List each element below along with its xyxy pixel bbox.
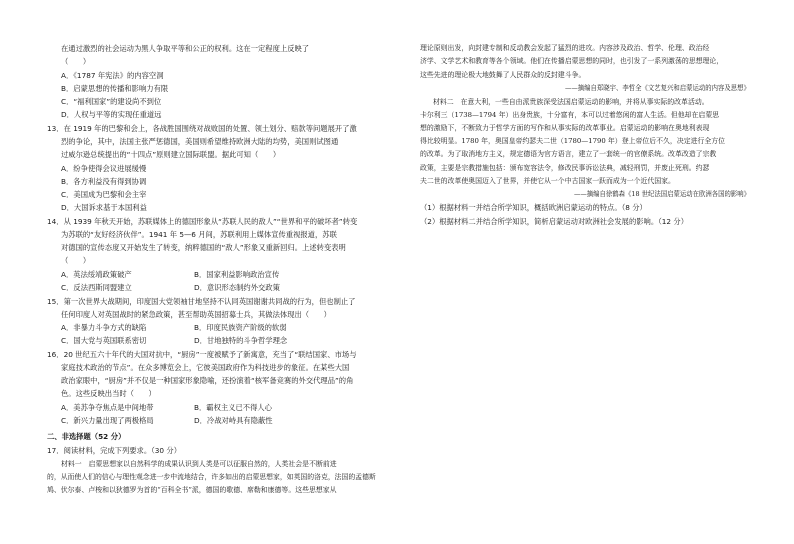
text-line: 13．在 1919 年的巴黎和会上，各战胜国围绕对战败国的处置、领土划分、赔款等问题展开了激 bbox=[47, 124, 357, 133]
section-title: 二、非选择题（52 分） bbox=[47, 432, 126, 441]
text-line: A．《1787 年宪法》的内容空洞 bbox=[61, 71, 164, 80]
text-line: 过威尔逊总统提出的“十四点”原则建立国际联盟。据此可知（ ） bbox=[61, 150, 281, 159]
text-line: B．国家利益影响政治宣传 bbox=[194, 270, 280, 279]
text-line: 想的激励下，不断致力于哲学方面的写作和从事实际的改革事业。启蒙运动的影响在奥地利表现 bbox=[420, 124, 710, 132]
text-line: 夫二世的改革使奥国迈入了世界，并使它从一个中古国家一跃而成为一个近代国家。 bbox=[420, 177, 675, 185]
text-line: 鸠、伏尔泰、卢梭和以狄德罗为首的“百科全书”派，德国的歌德、席勒和康德等。这些思想家从 bbox=[47, 486, 337, 494]
text-line: 任何印度人对英国战时的紧急政策，甚至帮助英国招募士兵，其做法体现出（ ） bbox=[61, 310, 331, 319]
text-line: 17．阅读材料，完成下列要求。（30 分） bbox=[47, 446, 181, 455]
text-line: 得比较明显。1780 年，奥国皇帝约瑟夫二世（1780—1790 年）登上帝位后不久，决定进行全方位 bbox=[420, 137, 726, 145]
text-line: C．国大党与英国联系密切 bbox=[61, 336, 147, 345]
text-line: D．甘地独特的斗争哲学理念 bbox=[194, 336, 288, 345]
text-line: 15．第一次世界大战期间，印度国大党领袖甘地坚持不认同英国谢谢共同战的行为，但也制止了 bbox=[47, 297, 356, 306]
text-line: （ ） bbox=[61, 256, 91, 265]
text-line: 在通过激烈的社会运动为黑人争取平等和公正的权利。这在一定程度上反映了 bbox=[61, 44, 310, 53]
text-line: 的改革。为了取消地方主义，规定德语为官方语言，建立了一套统一的官僚系统。改革改造了宗教 bbox=[420, 150, 717, 158]
text-line: 家庭技术政治的节点”。在众多博览会上，它彼美国政府作为科技进步的象征。在某些大国 bbox=[61, 363, 350, 372]
text-line: ——摘编自郑晓宇、李哲全《文艺复兴和启蒙运动的内容及思想》 bbox=[565, 84, 750, 92]
text-line: C．“福利国家”的建设尚不到位 bbox=[61, 97, 162, 106]
text-line: D．大国诉求基于本国利益 bbox=[61, 203, 147, 212]
text-line: D．冷战对峙具有隐蔽性 bbox=[194, 416, 273, 425]
text-line: B．各方利益没有得到协调 bbox=[61, 177, 147, 186]
text-line: D．意识形态制约外交政策 bbox=[194, 283, 280, 292]
text-line: ——摘编自徐鹤森《18 世纪法国启蒙运动在欧洲各国的影响》 bbox=[574, 190, 751, 198]
text-line: 的，从而使人们的信心与理性观念进一步中流地结合，许多如出的启蒙思想家，如英国的洛克，法国的孟德斯 bbox=[47, 473, 376, 481]
text-line: A．纷争使得会议进展缓慢 bbox=[61, 164, 147, 173]
text-line: （ ） bbox=[61, 57, 91, 66]
text-line: 14．从 1939 年秋天开始，苏联媒体上的德国形象从“苏联人民的敌人”“世界和平的破坏者”转变 bbox=[47, 217, 358, 226]
text-line: （2）根据材料二并结合所学知识，简析启蒙运动对欧洲社会发展的影响。（12 分） bbox=[420, 217, 688, 226]
text-line: 16．20 世纪五六十年代的大国对抗中，“厨房”一度被赋予了新寓意，充当了“联结国家、市场与 bbox=[47, 350, 357, 359]
text-line: A．英法绥靖政策破产 bbox=[61, 270, 132, 279]
text-line: 这些先进的理论极大地鼓舞了人民群众的反封建斗争。 bbox=[420, 71, 586, 79]
text-line: C．美国成为巴黎和会主宰 bbox=[61, 190, 147, 199]
text-line: A．非暴力斗争方式的缺陷 bbox=[61, 323, 147, 332]
text-line: 材料二 在意大利，一些自由派贵族深受法国启蒙运动的影响，并将从事实际的改革活动。 bbox=[433, 98, 709, 106]
text-line: 理论原则出发，向封建专制和反动教会发起了猛烈的进攻。内容涉及政治、哲学、伦理、政治经 bbox=[420, 44, 710, 52]
text-line: 济学、文学艺术和教育等各个领域。他们在传播启蒙思想的同时，也引发了一系列激荡的思想理论， bbox=[420, 57, 724, 65]
text-line: 对德国的宣传态度又开始发生了转变，纳粹德国的“敌人”形象又重新回归。上述转变表明 bbox=[61, 243, 346, 252]
text-line: B．印度民族资产阶级的软弱 bbox=[194, 323, 287, 332]
text-line: B．启蒙思想的传播和影响力有限 bbox=[61, 84, 169, 93]
text-line: 色。这些反映出当时（ ） bbox=[61, 389, 156, 398]
text-line: 政治家眼中，“厨房”并不仅是一种国家形象隐喻，还扮演着“核军备竞赛的外交代理品”的角 bbox=[61, 376, 354, 385]
text-line: （1）根据材料一并结合所学知识，概括欧洲启蒙运动的特点。（8 分） bbox=[420, 203, 647, 212]
text-line: 为苏联的“友好经济伙伴”。1941 年 5—6 月间，苏联利用上媒体宣传重视报道，苏联 bbox=[61, 230, 337, 239]
text-line: 卡尔利三（1738—1794 年）出身贵族，十分富有，本可以过着悠闲的富人生活。但他却在启蒙思 bbox=[420, 111, 720, 119]
text-line: B．霸权主义已不得人心 bbox=[194, 403, 272, 412]
text-line: D．人权与平等的实现任重道远 bbox=[61, 110, 162, 119]
text-line: A．美苏争夺焦点是中间地带 bbox=[61, 403, 154, 412]
text-line: 政策，主要是宗教措施包括：颁布宽容法令，修改民事诉讼法典，减轻刑罚，并废止死刑。约瑟 bbox=[420, 164, 710, 172]
text-line: 材料一 启蒙思想家以自然科学的成果认识到人类是可以征服自然的，人类社会是不断前进 bbox=[61, 460, 337, 468]
text-line: C．反法西斯同盟建立 bbox=[61, 283, 132, 292]
text-line: C．新兴力量出现了两极格局 bbox=[61, 416, 154, 425]
text-line: 烈的争论，其中，法国主张严惩德国，美国则希望维持欧洲大陆的均势，美国则试图通 bbox=[61, 137, 339, 146]
